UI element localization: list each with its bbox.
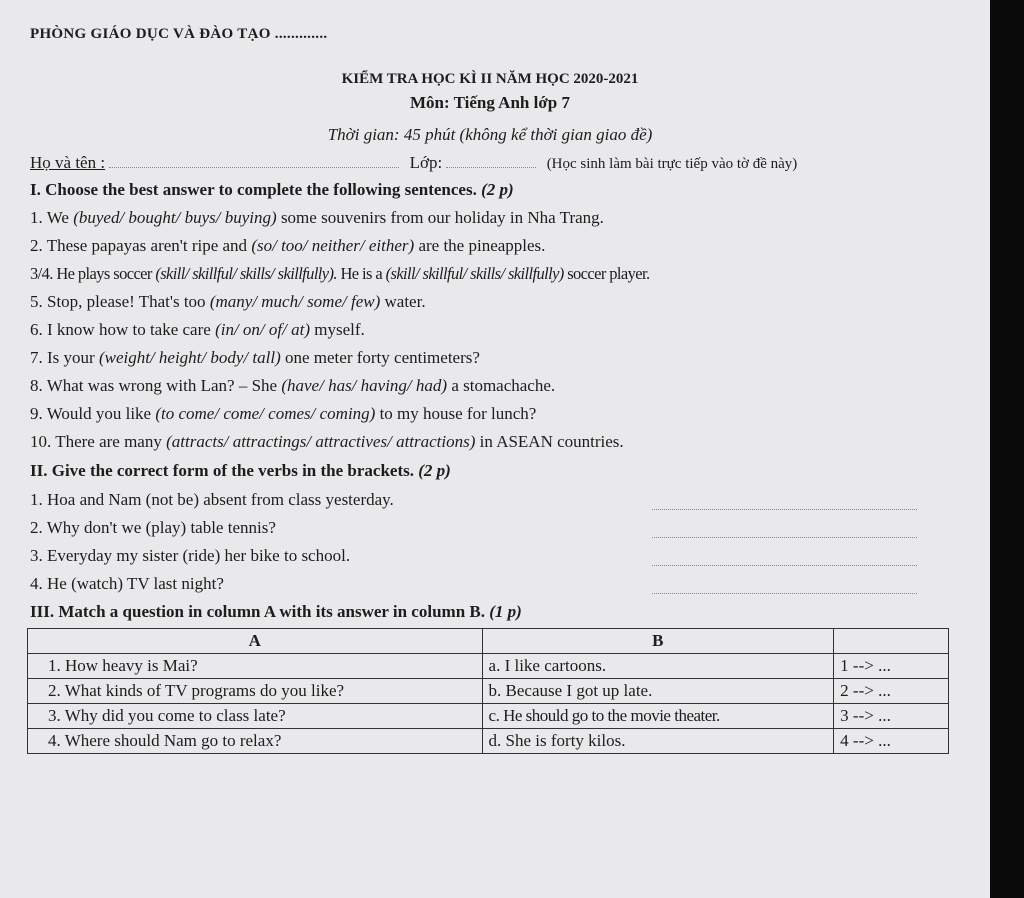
question-6: 6. I know how to take care (in/ on/ of/ at) myself. xyxy=(30,320,365,339)
section-2-title: II. Give the correct form of the verbs in the brackets. (2 p) xyxy=(30,461,451,480)
match-answer-cell[interactable]: 2 --> ... xyxy=(834,679,949,704)
column-b-cell: d. She is forty kilos. xyxy=(482,729,834,754)
screen-edge-bar xyxy=(990,0,1024,898)
question-2: 2. These papayas aren't ripe and (so/ too/ neither/ either) are the pineapples. xyxy=(30,236,546,255)
name-label: Họ và tên : xyxy=(30,153,106,172)
column-b-header: B xyxy=(482,629,834,654)
question-3-4: 3/4. He plays soccer (skill/ skillful/ skills/ skillfully). He is a (skill/ skillful/ skills/ skillfully) soccer player. xyxy=(30,264,650,283)
column-a-cell: 2. What kinds of TV programs do you like? xyxy=(28,679,483,704)
exam-subject: Môn: Tiếng Anh lớp 7 xyxy=(410,93,570,112)
exam-time: Thời gian: 45 phút (không kể thời gian giao đề) xyxy=(327,125,653,144)
column-b-cell: a. I like cartoons. xyxy=(482,654,834,679)
name-blank[interactable] xyxy=(109,167,399,168)
match-answer-cell[interactable]: 1 --> ... xyxy=(834,654,949,679)
class-blank[interactable] xyxy=(446,167,536,168)
match-answer-cell[interactable]: 3 --> ... xyxy=(834,704,949,729)
verb-answer-3[interactable] xyxy=(652,565,917,566)
match-column-header xyxy=(834,629,949,654)
verb-question-2: 2. Why don't we (play) table tennis? xyxy=(30,518,276,537)
matching-row xyxy=(28,679,949,704)
student-info-line xyxy=(30,153,950,174)
section-3-title: III. Match a question in column A with its answer in column B. (1 p) xyxy=(30,602,522,621)
class-label: Lớp: xyxy=(409,153,443,172)
instruction-note: (Học sinh làm bài trực tiếp vào tờ đề này) xyxy=(546,156,798,172)
matching-row xyxy=(28,654,949,679)
question-9: 9. Would you like (to come/ come/ comes/ coming) to my house for lunch? xyxy=(30,404,537,423)
matching-row xyxy=(28,704,949,729)
exam-title: KIỂM TRA HỌC KÌ II NĂM HỌC 2020-2021 xyxy=(341,71,639,87)
matching-header-row xyxy=(28,629,949,654)
verb-answer-1[interactable] xyxy=(652,509,917,510)
section-1-title: I. Choose the best answer to complete the following sentences. (2 p) xyxy=(30,180,514,199)
section-3-points: (1 p) xyxy=(489,602,522,621)
column-a-cell: 3. Why did you come to class late? xyxy=(28,704,483,729)
verb-question-4: 4. He (watch) TV last night? xyxy=(30,574,224,593)
verb-question-3: 3. Everyday my sister (ride) her bike to school. xyxy=(30,546,351,565)
column-b-cell: b. Because I got up late. xyxy=(482,679,834,704)
question-1: 1. We (buyed/ bought/ buys/ buying) some souvenirs from our holiday in Nha Trang. xyxy=(30,208,604,227)
department-dots: ............. xyxy=(274,26,328,42)
matching-row xyxy=(28,729,949,754)
match-answer-cell[interactable]: 4 --> ... xyxy=(834,729,949,754)
section-1-points: (2 p) xyxy=(481,180,514,199)
department-name: PHÒNG GIÁO DỤC VÀ ĐÀO TẠO xyxy=(30,26,271,42)
department-header xyxy=(30,24,327,44)
column-b-cell: c. He should go to the movie theater. xyxy=(482,704,834,729)
matching-table xyxy=(27,628,949,754)
section-2-points: (2 p) xyxy=(418,461,451,480)
column-a-header: A xyxy=(28,629,483,654)
verb-answer-4[interactable] xyxy=(652,593,917,594)
question-10: 10. There are many (attracts/ attractings/ attractives/ attractions) in ASEAN countries. xyxy=(30,432,624,451)
question-7: 7. Is your (weight/ height/ body/ tall) one meter forty centimeters? xyxy=(30,348,480,367)
verb-answer-2[interactable] xyxy=(652,537,917,538)
question-5: 5. Stop, please! That's too (many/ much/ some/ few) water. xyxy=(30,292,426,311)
column-a-cell: 4. Where should Nam go to relax? xyxy=(28,729,483,754)
column-a-cell: 1. How heavy is Mai? xyxy=(28,654,483,679)
verb-question-1: 1. Hoa and Nam (not be) absent from class yesterday. xyxy=(30,490,394,509)
question-8: 8. What was wrong with Lan? – She (have/ has/ having/ had) a stomachache. xyxy=(30,376,556,395)
